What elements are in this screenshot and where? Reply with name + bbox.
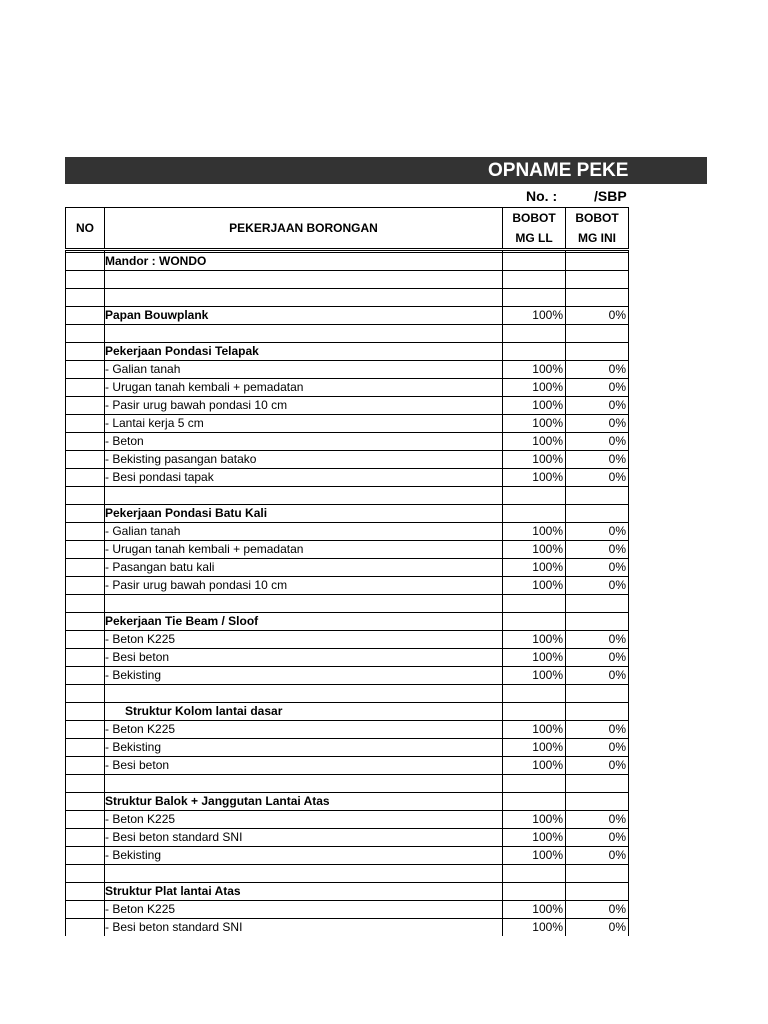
cell-no [66, 613, 105, 631]
cell-bobot-ini: 0% [566, 361, 629, 379]
item-row [66, 829, 629, 847]
cell-bobot-ini: 0% [566, 721, 629, 739]
cell-no [66, 595, 105, 613]
col-header-bobot-ll-sub: MG LL [503, 228, 566, 250]
cell-pekerjaan [105, 685, 503, 703]
cell-pekerjaan: - Beton K225 [105, 811, 503, 829]
cell-bobot-ll [503, 703, 566, 721]
cell-no [66, 541, 105, 559]
item-row [66, 847, 629, 865]
cell-no [66, 379, 105, 397]
cell-bobot-ll: 100% [503, 361, 566, 379]
cell-pekerjaan [105, 289, 503, 307]
cell-no [66, 847, 105, 865]
cell-bobot-ll: 100% [503, 523, 566, 541]
cell-bobot-ll: 100% [503, 721, 566, 739]
cell-bobot-ll: 100% [503, 577, 566, 595]
cell-no [66, 307, 105, 325]
item-row [66, 361, 629, 379]
cell-pekerjaan: - Pasangan batu kali [105, 559, 503, 577]
cell-pekerjaan: Pekerjaan Tie Beam / Sloof [105, 613, 503, 631]
cell-bobot-ll: 100% [503, 901, 566, 919]
cell-bobot-ini [566, 595, 629, 613]
cell-bobot-ini: 0% [566, 631, 629, 649]
cell-bobot-ll: 100% [503, 757, 566, 775]
cell-bobot-ini [566, 325, 629, 343]
cell-pekerjaan: - Beton K225 [105, 901, 503, 919]
section-row [66, 343, 629, 361]
cell-no [66, 523, 105, 541]
cell-bobot-ll: 100% [503, 649, 566, 667]
cell-no [66, 793, 105, 811]
cell-bobot-ini: 0% [566, 415, 629, 433]
cell-pekerjaan: - Urugan tanah kembali + pemadatan [105, 379, 503, 397]
cell-bobot-ini: 0% [566, 919, 629, 937]
item-row [66, 541, 629, 559]
cell-bobot-ini: 0% [566, 451, 629, 469]
cell-pekerjaan [105, 325, 503, 343]
cell-no [66, 901, 105, 919]
cell-bobot-ll: 100% [503, 811, 566, 829]
cell-no [66, 415, 105, 433]
cell-no [66, 325, 105, 343]
item-row [66, 631, 629, 649]
cell-bobot-ll: 100% [503, 919, 566, 937]
cell-bobot-ll [503, 505, 566, 523]
cell-bobot-ini [566, 775, 629, 793]
cell-pekerjaan: Papan Bouwplank [105, 307, 503, 325]
cell-no [66, 361, 105, 379]
cell-bobot-ini [566, 253, 629, 271]
cell-bobot-ini [566, 271, 629, 289]
cell-pekerjaan: - Pasir urug bawah pondasi 10 cm [105, 577, 503, 595]
cell-pekerjaan [105, 595, 503, 613]
col-header-pekerjaan: PEKERJAAN BORONGAN [105, 208, 503, 250]
cell-bobot-ll [503, 685, 566, 703]
cell-no [66, 649, 105, 667]
cell-no [66, 451, 105, 469]
cell-bobot-ll: 100% [503, 829, 566, 847]
blank-row [66, 289, 629, 307]
cell-bobot-ll [503, 613, 566, 631]
blank-row [66, 775, 629, 793]
cell-bobot-ini: 0% [566, 433, 629, 451]
cell-no [66, 469, 105, 487]
cell-pekerjaan: - Bekisting pasangan batako [105, 451, 503, 469]
cell-pekerjaan [105, 865, 503, 883]
item-row [66, 433, 629, 451]
item-row [66, 919, 629, 937]
cell-pekerjaan: Pekerjaan Pondasi Telapak [105, 343, 503, 361]
cell-bobot-ll: 100% [503, 847, 566, 865]
section-row [66, 613, 629, 631]
item-row [66, 559, 629, 577]
cell-pekerjaan: - Pasir urug bawah pondasi 10 cm [105, 397, 503, 415]
item-row [66, 721, 629, 739]
cell-bobot-ll: 100% [503, 739, 566, 757]
cell-bobot-ll: 100% [503, 433, 566, 451]
cell-pekerjaan: - Bekisting [105, 667, 503, 685]
cell-pekerjaan: - Bekisting [105, 739, 503, 757]
cell-pekerjaan [105, 487, 503, 505]
item-row [66, 397, 629, 415]
cell-no [66, 433, 105, 451]
cell-bobot-ll [503, 883, 566, 901]
cell-bobot-ll: 100% [503, 469, 566, 487]
cell-pekerjaan: - Galian tanah [105, 361, 503, 379]
blank-row [66, 487, 629, 505]
col-header-bobot-ll: BOBOT [503, 208, 566, 229]
cell-pekerjaan: - Bekisting [105, 847, 503, 865]
section-row [66, 703, 629, 721]
cell-bobot-ini [566, 343, 629, 361]
item-row [66, 451, 629, 469]
cell-no [66, 505, 105, 523]
cell-bobot-ll: 100% [503, 559, 566, 577]
cell-no [66, 811, 105, 829]
cell-bobot-ll [503, 793, 566, 811]
cell-pekerjaan: - Beton K225 [105, 631, 503, 649]
cell-pekerjaan: - Lantai kerja 5 cm [105, 415, 503, 433]
cell-bobot-ll: 100% [503, 415, 566, 433]
cell-pekerjaan: - Beton [105, 433, 503, 451]
cell-bobot-ll [503, 325, 566, 343]
cell-bobot-ini: 0% [566, 577, 629, 595]
cell-bobot-ini: 0% [566, 811, 629, 829]
cell-bobot-ini: 0% [566, 649, 629, 667]
cell-no [66, 739, 105, 757]
cell-bobot-ini [566, 883, 629, 901]
cell-bobot-ini: 0% [566, 469, 629, 487]
col-header-bobot-ini-sub: MG INI [566, 228, 629, 250]
item-row [66, 901, 629, 919]
item-row [66, 667, 629, 685]
cell-no [66, 487, 105, 505]
cell-pekerjaan: Pekerjaan Pondasi Batu Kali [105, 505, 503, 523]
cell-bobot-ini: 0% [566, 523, 629, 541]
cell-bobot-ini: 0% [566, 667, 629, 685]
cell-pekerjaan: - Besi beton standard SNI [105, 919, 503, 937]
cell-no [66, 757, 105, 775]
cell-pekerjaan: - Urugan tanah kembali + pemadatan [105, 541, 503, 559]
document-number-suffix: /SBP [594, 188, 627, 204]
cell-pekerjaan: Struktur Plat lantai Atas [105, 883, 503, 901]
cell-bobot-ll: 100% [503, 307, 566, 325]
cell-bobot-ll: 100% [503, 541, 566, 559]
cell-no [66, 865, 105, 883]
cell-pekerjaan: Struktur Kolom lantai dasar [105, 703, 503, 721]
cell-bobot-ini: 0% [566, 379, 629, 397]
item-row [66, 811, 629, 829]
cell-bobot-ini [566, 613, 629, 631]
cell-bobot-ll: 100% [503, 631, 566, 649]
mandor-row [66, 253, 629, 271]
cell-bobot-ini [566, 793, 629, 811]
col-header-bobot-ini: BOBOT [566, 208, 629, 229]
cell-bobot-ll [503, 253, 566, 271]
blank-row [66, 595, 629, 613]
cell-no [66, 289, 105, 307]
cell-bobot-ll [503, 487, 566, 505]
section-row [66, 505, 629, 523]
item-row [66, 469, 629, 487]
cell-bobot-ini: 0% [566, 307, 629, 325]
table-header-row [66, 208, 629, 229]
item-row [66, 757, 629, 775]
cell-no [66, 703, 105, 721]
cell-bobot-ini: 0% [566, 901, 629, 919]
cell-bobot-ini [566, 289, 629, 307]
cell-no [66, 919, 105, 937]
cell-bobot-ini [566, 487, 629, 505]
cell-no [66, 577, 105, 595]
cell-no [66, 829, 105, 847]
cell-no [66, 883, 105, 901]
cell-bobot-ini [566, 865, 629, 883]
item-row [66, 523, 629, 541]
cell-pekerjaan [105, 271, 503, 289]
document-number-label: No. : [526, 188, 558, 204]
item-row [66, 649, 629, 667]
cell-bobot-ini [566, 505, 629, 523]
item-row [66, 379, 629, 397]
cell-bobot-ll [503, 343, 566, 361]
cell-no [66, 253, 105, 271]
item-row [66, 739, 629, 757]
blank-row [66, 325, 629, 343]
cell-bobot-ini: 0% [566, 397, 629, 415]
opname-table [65, 207, 629, 936]
blank-row [66, 685, 629, 703]
cell-pekerjaan: - Besi beton [105, 757, 503, 775]
section-row [66, 307, 629, 325]
cell-no [66, 559, 105, 577]
cell-bobot-ini: 0% [566, 757, 629, 775]
cell-pekerjaan: - Beton K225 [105, 721, 503, 739]
cell-pekerjaan [105, 775, 503, 793]
cell-no [66, 667, 105, 685]
cell-pekerjaan: - Besi beton [105, 649, 503, 667]
item-row [66, 577, 629, 595]
cell-no [66, 685, 105, 703]
cell-no [66, 775, 105, 793]
cell-bobot-ll: 100% [503, 379, 566, 397]
cell-bobot-ini [566, 685, 629, 703]
cell-bobot-ll [503, 289, 566, 307]
cell-no [66, 721, 105, 739]
cell-bobot-ll [503, 595, 566, 613]
cell-bobot-ll: 100% [503, 397, 566, 415]
cell-bobot-ini: 0% [566, 739, 629, 757]
cell-bobot-ll: 100% [503, 667, 566, 685]
blank-row [66, 865, 629, 883]
section-row [66, 793, 629, 811]
item-row [66, 415, 629, 433]
cell-no [66, 271, 105, 289]
cell-bobot-ll [503, 271, 566, 289]
col-header-no: NO [66, 208, 105, 250]
cell-no [66, 631, 105, 649]
cell-no [66, 397, 105, 415]
cell-bobot-ll [503, 865, 566, 883]
section-row [66, 883, 629, 901]
cell-no [66, 343, 105, 361]
cell-bobot-ini: 0% [566, 559, 629, 577]
cell-bobot-ll: 100% [503, 451, 566, 469]
cell-bobot-ini: 0% [566, 829, 629, 847]
cell-bobot-ini: 0% [566, 847, 629, 865]
cell-pekerjaan: Struktur Balok + Janggutan Lantai Atas [105, 793, 503, 811]
cell-bobot-ll [503, 775, 566, 793]
cell-bobot-ini [566, 703, 629, 721]
mandor-label: Mandor : WONDO [105, 253, 503, 271]
cell-pekerjaan: - Besi pondasi tapak [105, 469, 503, 487]
table-body [66, 253, 629, 937]
blank-row [66, 271, 629, 289]
page-title: OPNAME PEKE [488, 160, 629, 181]
cell-pekerjaan: - Besi beton standard SNI [105, 829, 503, 847]
cell-bobot-ini: 0% [566, 541, 629, 559]
cell-pekerjaan: - Galian tanah [105, 523, 503, 541]
